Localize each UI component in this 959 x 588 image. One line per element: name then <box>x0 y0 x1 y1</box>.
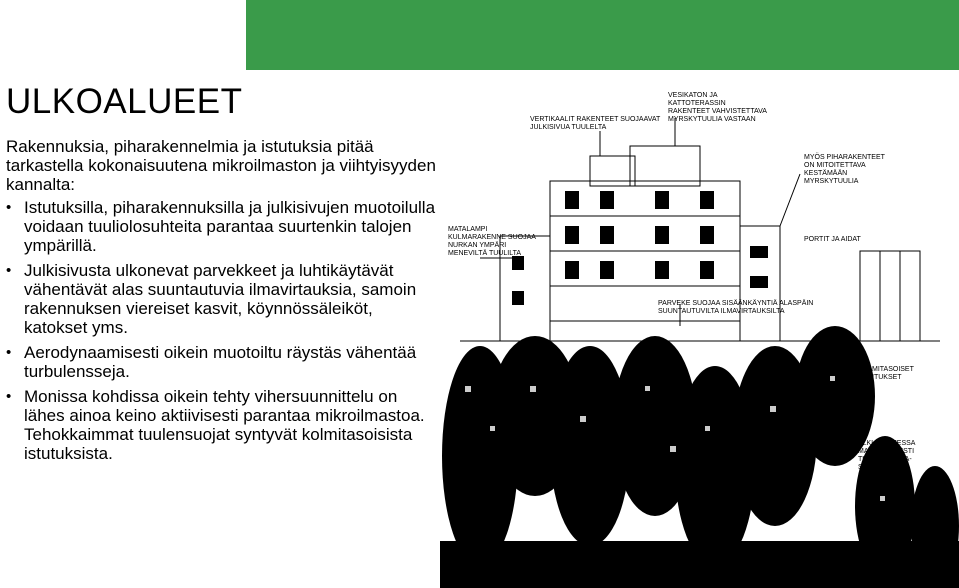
bullet-item <box>6 198 436 255</box>
bullet-icon: • <box>6 388 12 405</box>
bullet-text: Julkisivusta ulkonevat parvekkeet ja luhtikäytävät vähentävät alas suuntautuvia ilmavirtauksia, samoin rakennuksen viereiset kasvit, köynnössäleiköt, katokset yms. <box>24 261 417 337</box>
header-accent-band <box>246 0 959 70</box>
bullet-icon: • <box>6 199 12 216</box>
bullet-icon: • <box>6 262 12 279</box>
label-matalampi: MATALAMPI KULMARAKENNE SUOJAA NURKAN YMPÄRI MENEVILTÄ TUULILTA <box>448 226 536 257</box>
bullet-text: Istutuksilla, piharakennuksilla ja julkisivujen muotoilulla voidaan tuuliolosuhteita parantaa suurtenkin talojen ympärillä. <box>24 198 436 255</box>
slide-intro: Rakennuksia, piharakennelmia ja istutuksia pitää tarkastella kokonaisuutena mikroilmaston ja viihtyisyyden kannalta: <box>6 137 436 194</box>
label-parveke: PARVEKE SUOJAA SISÄÄNKÄYNTIÄ ALASPÄIN SUUNTAUTUVILTA ILMAVIRTAUKSILTA <box>658 300 814 315</box>
bullet-text: Aerodynaamisesti oikein muotoiltu räystäs vähentää turbulensseja. <box>24 343 417 381</box>
label-kolmitasoiset: KOLMITASOISET ISTUTUKSET <box>858 366 914 381</box>
label-portit: PORTIT JA AIDAT <box>804 236 861 243</box>
bullet-icon: • <box>6 344 12 361</box>
label-alkuvaiheessa: ALKUVAIHEESSA MAHDOLLISESTI TUULENSUOJA- SÄLEIKKÖ <box>858 440 916 471</box>
bullet-text: Monissa kohdissa oikein tehty vihersuunnittelu on lähes ainoa keino aktiivisesti parantaa mikroilmastoa. Tehokkaimmat tuulensuojat syntyvät kolmitasoisista istutuksista. <box>24 387 425 463</box>
label-vesikaton: VESIKATON JA KATTOTERASSIN RAKENTEET VAHVISTETTAVA MYRSKYTUULIA VASTAAN <box>668 92 767 123</box>
bullet-item <box>6 261 436 337</box>
bullet-list <box>6 198 436 469</box>
label-myos: MYÖS PIHARAKENTEET ON MITOITETTAVA KESTÄMÄÄN MYRSKYTUULIA <box>804 154 885 185</box>
bullet-item <box>6 387 436 463</box>
architectural-illustration <box>440 86 959 588</box>
label-vertikaalit: VERTIKAALIT RAKENTEET SUOJAAVAT JULKISIVUA TUULELTA <box>530 116 661 131</box>
slide-title: ULKOALUEET <box>6 82 243 121</box>
bullet-item <box>6 343 436 381</box>
